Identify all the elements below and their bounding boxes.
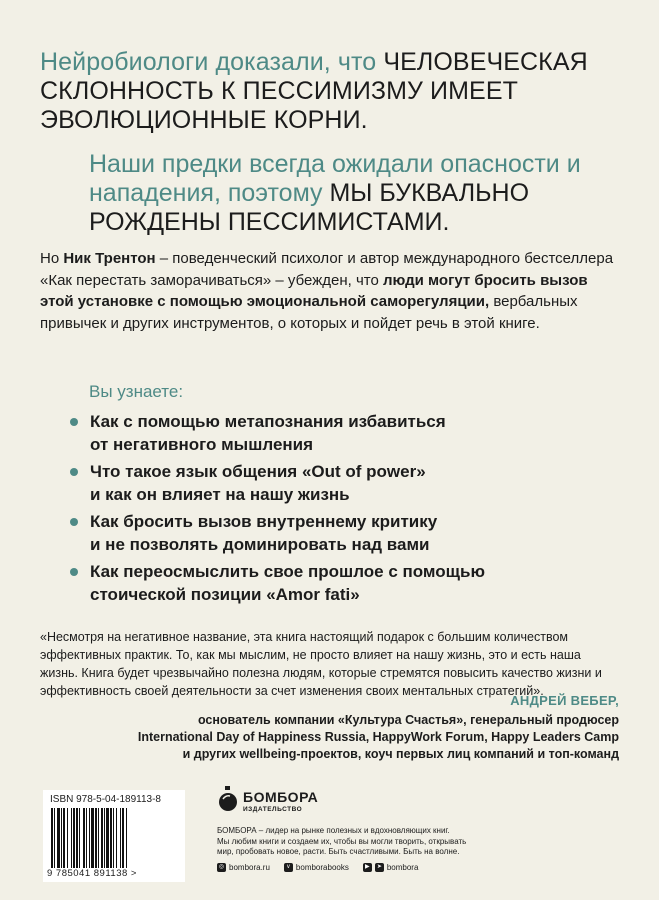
publisher-line: БОМБОРА – лидер на рынке полезных и вдохновляющих книг. [217, 826, 450, 835]
list-item-line: и как он влияет на нашу жизнь [90, 485, 350, 504]
subheadline-emphasis: МЫ БУКВАЛЬНО РОЖДЕНЫ ПЕССИМИСТАМИ. [89, 179, 530, 236]
author-desc-line: International Day of Happiness Russia, HappyWork Forum, Happy Leaders Camp [137, 730, 619, 744]
publisher-subtitle: ИЗДАТЕЛЬСТВО [243, 806, 303, 813]
author-name-inline: Ник Трентон [63, 250, 156, 267]
subheadline-intro: Наши предки всегда ожидали опасности и нападения, поэтому [89, 150, 581, 207]
vk-icon: v [284, 863, 293, 872]
social-youtube-telegram[interactable] [363, 863, 419, 872]
globe-icon: ◎ [218, 864, 225, 870]
isbn-label: ISBN 978-5-04-189113-8 [50, 794, 161, 805]
review-quote: «Несмотря на негативное название, эта книга настоящий подарок с большим количеством эффективных практик. То, как мы мыслим, не просто влияет на нашу жизнь, это и есть наша жизнь. Книга будет чрезвычайно полезна людям, которые стремятся повысить качество жизни и эффективность своей деятельности за счет изменения своих ментальных стратегий». [40, 630, 602, 698]
barcode [43, 790, 185, 882]
headline [40, 48, 640, 135]
intro-text-3: вербальных привычек и других инструментов, о которых и пойдет речь в этой книге. [40, 293, 578, 332]
social-website[interactable] [217, 863, 270, 872]
headline-emphasis: ЧЕЛОВЕЧЕСКАЯ СКЛОННОСТЬ К ПЕССИМИЗМУ ИМЕЕТ ЭВОЛЮЦИОННЫЕ КОРНИ. [40, 48, 588, 134]
barcode-bars-icon [51, 808, 177, 868]
list-item [70, 460, 630, 506]
social-label: bomborabooks [295, 863, 349, 872]
bullet-dot-icon [70, 468, 78, 476]
review-author-name: АНДРЕЙ ВЕБЕР, [510, 693, 619, 708]
telegram-icon: ➤ [376, 864, 382, 870]
intro-text-1: Но [40, 250, 64, 267]
publisher-line: Мы любим книги и создаем их, чтобы вы могли творить, открывать [217, 836, 467, 846]
list-item-line: Как бросить вызов внутреннему критику [90, 512, 438, 531]
learn-list [70, 410, 630, 610]
list-item [70, 560, 630, 606]
publisher-line: мир, пробовать новое, расти. Быть счастливыми. Быть на волне. [217, 847, 460, 856]
list-item-line: Как переосмыслить свое прошлое с помощью [90, 562, 485, 581]
intro-paragraph [40, 248, 622, 334]
learn-title: Вы узнаете: [89, 382, 184, 401]
publisher-description [217, 826, 637, 858]
list-item-line: Что такое язык общения «Out of power» [90, 462, 426, 481]
list-item-line: стоической позиции «Amor fati» [90, 585, 360, 604]
social-label: bombora.ru [229, 863, 270, 872]
bullet-dot-icon [70, 418, 78, 426]
youtube-icon: ▶ [363, 863, 372, 872]
list-item [70, 410, 630, 456]
intro-text-2: – поведенческий психолог и автор международного бестселлера «Как перестать заморачиваться» – убежден, что [40, 250, 614, 289]
social-vk[interactable] [284, 863, 349, 872]
bullet-dot-icon [70, 568, 78, 576]
bombora-logo-icon [217, 786, 239, 812]
headline-intro: Нейробиологи доказали, что [40, 48, 384, 76]
publisher-socials [217, 863, 418, 872]
list-item-line: и не позволять доминировать над вами [90, 535, 430, 554]
list-item [70, 510, 630, 556]
list-item-line: от негативного мышления [90, 435, 314, 454]
author-desc-line: и других wellbeing-проектов, коуч первых лиц компаний и топ-команд [182, 747, 619, 761]
publisher-name: БОМБОРА [243, 789, 319, 805]
social-label: bombora [386, 863, 419, 872]
barcode-number: 9 785041 891138 > [47, 868, 137, 879]
subheadline [89, 150, 649, 237]
list-item-line: Как с помощью метапознания избавиться [90, 412, 446, 431]
review-author-description [119, 712, 619, 763]
author-desc-line: основатель компании «Культура Счастья», генеральный продюсер [197, 713, 619, 727]
bullet-dot-icon [70, 518, 78, 526]
intro-bold: люди могут бросить вызов этой установке с помощью эмоциональной саморегуляции, [40, 271, 588, 310]
